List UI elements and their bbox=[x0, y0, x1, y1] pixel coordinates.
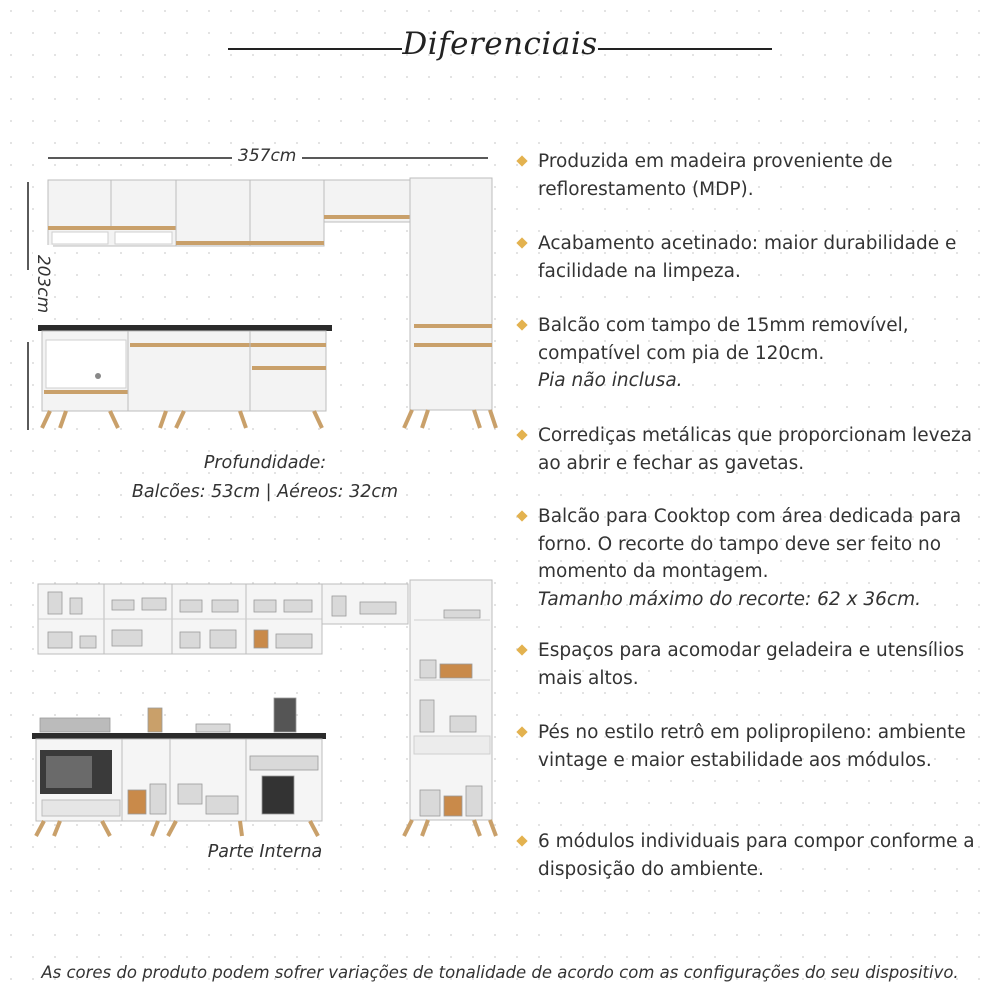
kitchen-interior-illustration bbox=[32, 580, 496, 836]
feature-text: Espaços para acomodar geladeira e utensílios mais altos. bbox=[538, 640, 965, 689]
diamond-bullet-icon bbox=[516, 510, 527, 521]
page-title: Diferenciais bbox=[402, 26, 598, 62]
feature-item bbox=[518, 719, 988, 774]
interior-caption: Parte Interna bbox=[207, 842, 323, 862]
feature-text: Acabamento acetinado: maior durabilidade e facilidade na limpeza. bbox=[538, 233, 957, 282]
feature-note: Tamanho máximo do recorte: 62 x 36cm. bbox=[538, 588, 922, 610]
diamond-bullet-icon bbox=[516, 644, 527, 655]
feature-text: Corrediças metálicas que proporcionam leveza ao abrir e fechar as gavetas. bbox=[538, 425, 973, 474]
depth-caption-title: Profundidade: bbox=[203, 453, 327, 473]
feature-text: 6 módulos individuais para compor conforme a disposição do ambiente. bbox=[538, 831, 975, 880]
depth-caption-values: Balcões: 53cm | Aéreos: 32cm bbox=[131, 482, 399, 502]
diamond-bullet-icon bbox=[516, 726, 527, 737]
width-dimension-label: 357cm bbox=[234, 146, 300, 166]
diamond-bullet-icon bbox=[516, 319, 527, 330]
feature-item bbox=[518, 637, 988, 692]
feature-note: Pia não inclusa. bbox=[538, 370, 683, 391]
height-dimension-label: 203cm bbox=[33, 245, 53, 323]
kitchen-closed-illustration bbox=[38, 178, 496, 428]
feature-item bbox=[518, 422, 988, 477]
diamond-bullet-icon bbox=[516, 155, 527, 166]
feature-text: Balcão para Cooktop com área dedicada para forno. O recorte do tampo deve ser feito no momento da montagem. bbox=[538, 506, 962, 582]
diamond-bullet-icon bbox=[516, 835, 527, 846]
feature-item bbox=[518, 828, 988, 883]
depth-caption bbox=[100, 449, 430, 507]
feature-item bbox=[518, 312, 988, 395]
diamond-bullet-icon bbox=[516, 237, 527, 248]
feature-item bbox=[518, 148, 988, 203]
feature-item bbox=[518, 230, 988, 285]
diamond-bullet-icon bbox=[516, 429, 527, 440]
feature-item bbox=[518, 503, 988, 613]
feature-text: Pés no estilo retrô em polipropileno: ambiente vintage e maior estabilidade aos módulos. bbox=[538, 722, 966, 771]
color-disclaimer: As cores do produto podem sofrer variações de tonalidade de acordo com as configurações do seu dispositivo. bbox=[41, 963, 959, 982]
feature-text: Balcão com tampo de 15mm removível, compatível com pia de 120cm. bbox=[538, 315, 909, 364]
feature-text: Produzida em madeira proveniente de reflorestamento (MDP). bbox=[538, 151, 893, 200]
